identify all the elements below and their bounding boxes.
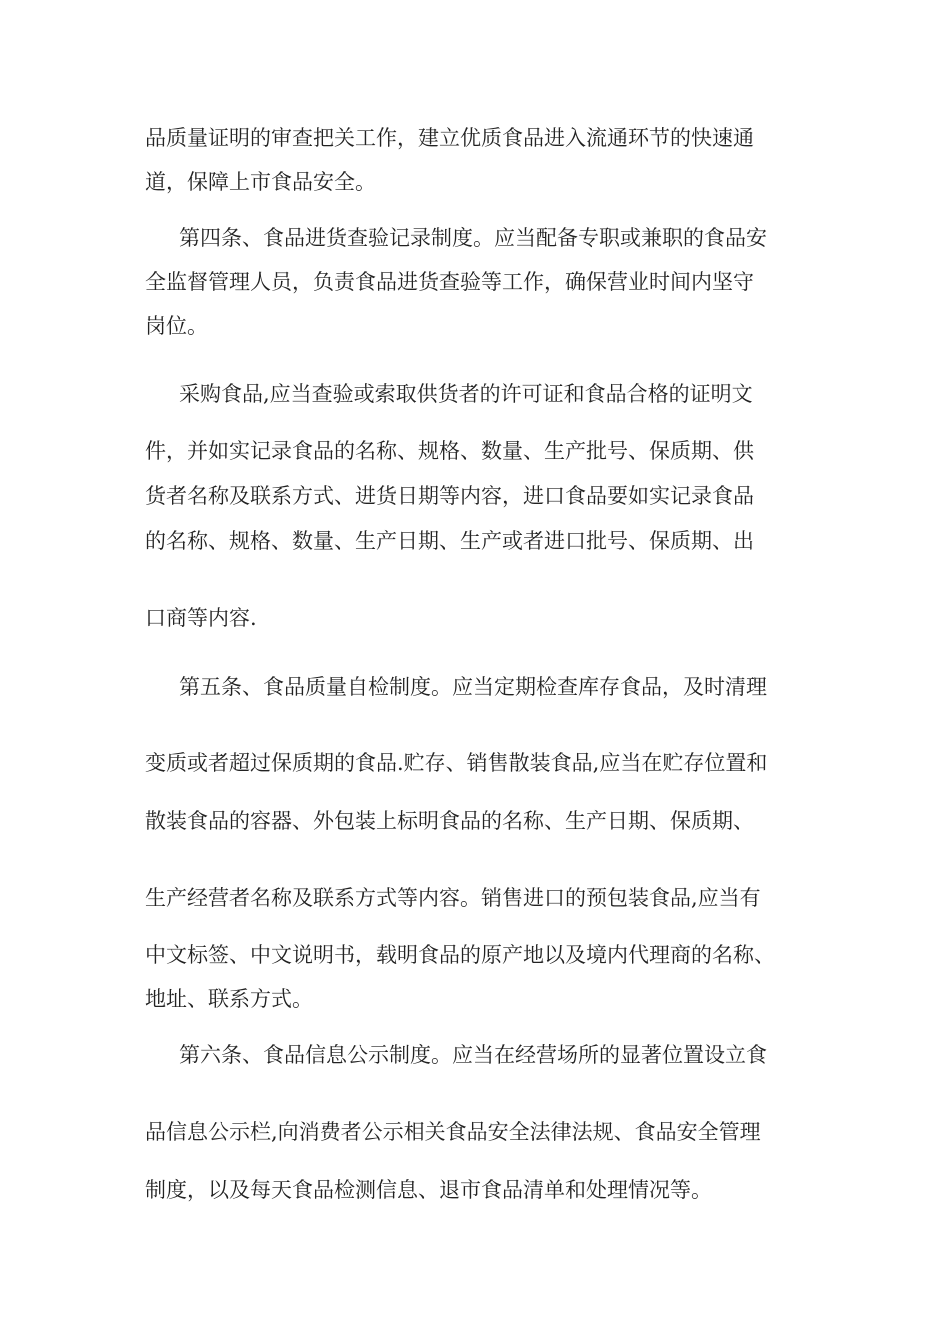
- procurement-paragraph-line: 采购食品,应当查验或索取供货者的许可证和食品合格的证明文: [179, 382, 753, 406]
- text-line-14: 生产经营者名称及联系方式等内容。销售进口的预包装食品,应当有: [145, 886, 761, 910]
- text-line-9: 的名称、规格、数量、生产日期、生产或者进口批号、保质期、出: [145, 529, 754, 553]
- text-line-7: 件，并如实记录食品的名称、规格、数量、生产批号、保质期、供: [145, 439, 754, 463]
- text-line-18: 品信息公示栏,向消费者公示相关食品安全法律法规、食品安全管理: [145, 1120, 761, 1144]
- text-line-4: 全监督管理人员，负责食品进货查验等工作，确保营业时间内坚守: [145, 270, 754, 294]
- text-line-16: 地址、联系方式。: [145, 987, 313, 1011]
- article-5-heading-line: 第五条、食品质量自检制度。应当定期检查库存食品，及时清理: [179, 675, 767, 699]
- text-line-19: 制度，以及每天食品检测信息、退市食品清单和处理情况等。: [145, 1178, 712, 1202]
- text-line-1: 品质量证明的审查把关工作，建立优质食品进入流通环节的快速通: [145, 126, 754, 150]
- text-line-8: 货者名称及联系方式、进货日期等内容，进口食品要如实记录食品: [145, 484, 754, 508]
- text-line-2: 道，保障上市食品安全。: [145, 170, 376, 194]
- article-4-heading-line: 第四条、食品进货查验记录制度。应当配备专职或兼职的食品安: [179, 226, 767, 250]
- text-line-13: 散装食品的容器、外包装上标明食品的名称、生产日期、保质期、: [145, 809, 754, 833]
- article-6-heading-line: 第六条、食品信息公示制度。应当在经营场所的显著位置设立食: [179, 1043, 767, 1067]
- text-line-15: 中文标签、中文说明书，载明食品的原产地以及境内代理商的名称、: [145, 943, 775, 967]
- text-line-5: 岗位。: [145, 314, 208, 338]
- text-line-10: 口商等内容.: [145, 606, 257, 630]
- text-line-12: 变质或者超过保质期的食品.贮存、销售散装食品,应当在贮存位置和: [145, 751, 768, 775]
